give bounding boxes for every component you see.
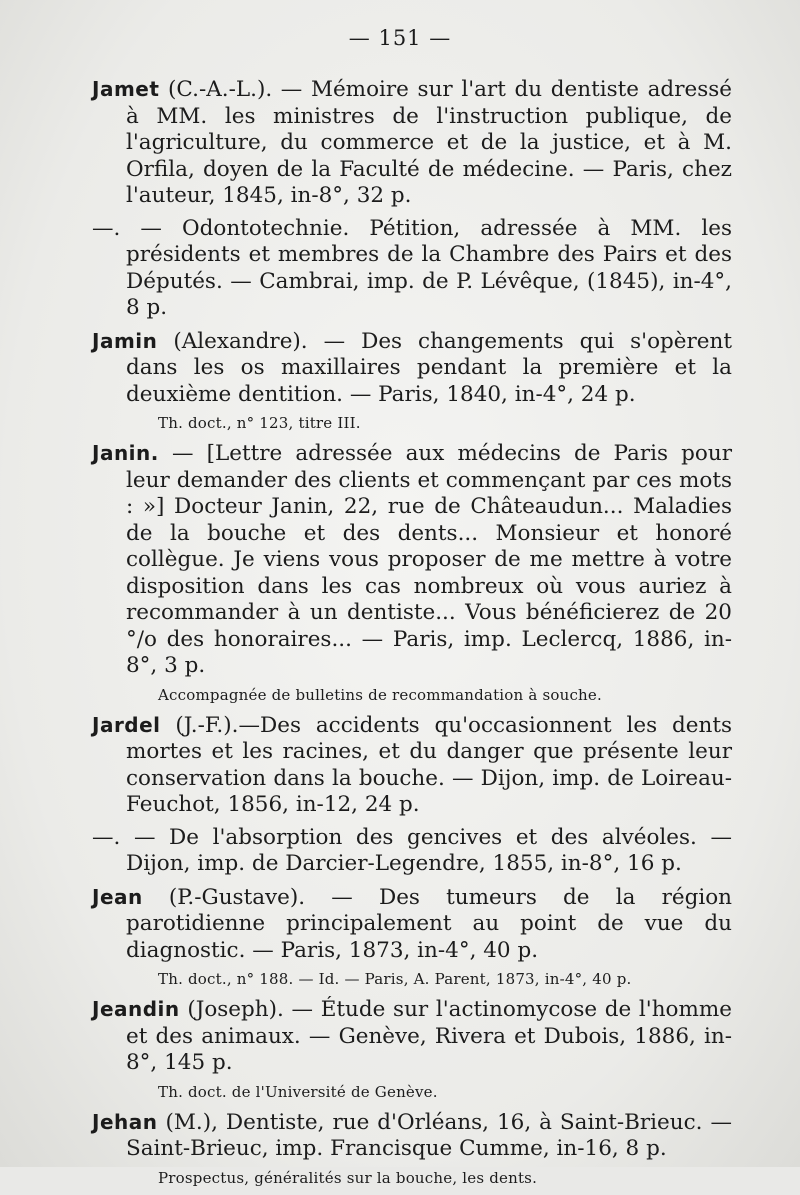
entry-description: (P.-Gustave). — Des tumeurs de la région parotidienne principalement au point de vue du diagnostic. — Paris, 1873, in-4°, 40 p. [126,884,732,963]
entry-text [92,825,732,878]
entry-author: Jeandin [92,997,180,1021]
entry-author: —. [92,215,121,241]
entry-description: (M.), Dentiste, rue d'Orléans, 16, à Saint-Brieuc. — Saint-Brieuc, imp. Francisque Cumme, in-16, 8 p. [126,1109,732,1161]
page-number: — 151 — [348,26,452,50]
entry-text [92,712,732,819]
entry-text [92,996,732,1077]
bibliography-entry [92,216,732,322]
entry-description: (C.-A.-L.). — Mémoire sur l'art du dentiste adressé à MM. les ministres de l'instruction publique, de l'agriculture, du commerce et de la justice, et à M. Orfila, doyen de la Faculté de médecine. — Paris, chez l'auteur, 1845, in-8°, 32 p. [126,77,732,208]
entry-text [92,1109,732,1163]
entry-text [92,76,732,210]
entry-author: —. [92,824,121,850]
entry-description: (J.-F.).—Des accidents qu'occasionnent les dents mortes et les racines, et du danger que présente leur conservation dans la bouche. — Dijon, imp. de Loireau-Feuchot, 1856, in-12, 24 p. [126,712,732,817]
entry-text [92,328,732,409]
bibliography-entry [92,712,732,819]
entry-description: — Odontotechnie. Pétition, adressée à MM. les présidents et membres de la Chambre des Pairs et des Députés. — Cambrai, imp. de P. Lévêque, (1845), in-4°, 8 p. [120,215,732,320]
bibliography-entry [92,884,732,991]
entry-description: (Joseph). — Étude sur l'actinomycose de l'homme et des animaux. — Genève, Rivera et Dubois, 1886, in-8°, 145 p. [126,997,732,1075]
bibliography-entries [92,76,732,1195]
entry-text [92,440,732,680]
entry-author: Jamet [92,77,160,101]
entry-text [92,884,732,965]
entry-author: Jean [92,884,143,909]
bibliography-entry [92,996,732,1103]
entry-author: Jardel [92,712,161,737]
entry-note: Accompagnée de bulletins de recommandation à souche. [158,685,602,704]
entry-author: Janin. [92,441,159,465]
entry-note: Th. doct. de l'Université de Genève. [158,1082,438,1101]
entry-description: (Alexandre). — Des changements qui s'opèrent dans les os maxillaires pendant la première et la deuxième dentition. — Paris, 1840, in-4°, 24 p. [126,328,732,407]
bibliography-entry [92,1109,732,1189]
bibliography-entry [92,328,732,435]
entry-description: — [Lettre adressée aux médecins de Paris pour leur demander des clients et commençant par ces mots : »] Docteur Janin, 22, rue de Châteaudun... Maladies de la bouche et des dents... Monsieur et honoré collègue. Je viens vous proposer de me mettre à votre disposition dans les cas nombreux où vous auriez à recommander à un dentiste... Vous bénéficierez de 20 °/o des honoraires... — Paris, imp. Leclercq, 1886, in-8°, 3 p. [126,441,732,678]
entry-note: Th. doct., n° 123, titre III. [158,414,361,432]
bibliography-entry [92,440,732,706]
bibliography-entry [92,76,732,210]
entry-description: — De l'absorption des gencives et des alvéoles. — Dijon, imp. de Darcier-Legendre, 1855, in-8°, 16 p. [120,824,732,876]
entry-author: Jehan [92,1109,158,1134]
bibliography-entry [92,825,732,878]
entry-text [92,216,732,322]
entry-author: Jamin [92,328,158,353]
entry-note: Th. doct., n° 188. — Id. — Paris, A. Parent, 1873, in-4°, 40 p. [158,970,632,988]
entry-note: Prospectus, généralités sur la bouche, les dents. [158,1168,538,1187]
